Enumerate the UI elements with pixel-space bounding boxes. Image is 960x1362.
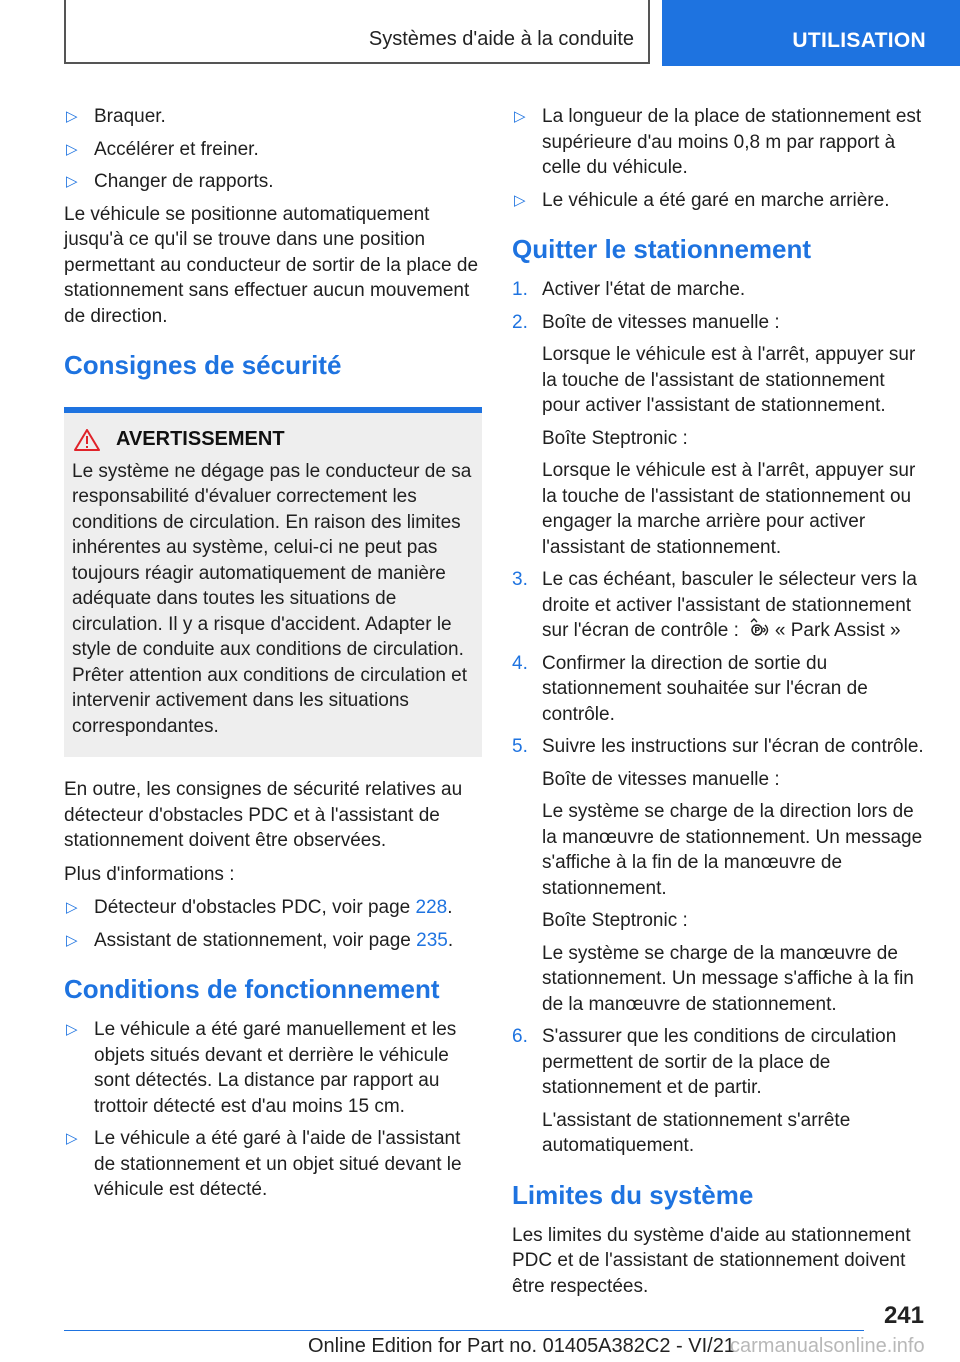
- intro-paragraph: Le véhicule se positionne automatiquement jusqu'à ce qu'il se trouve dans une position permettant au conducteur de sortir de la place de stationnement sans effectuer aucun mouvement de direction.: [64, 203, 479, 327]
- section-title-box: [64, 0, 650, 64]
- list-item: ▷ Accélérer et freiner.: [64, 137, 482, 163]
- step-item: 1. Activer l'état de marche.: [512, 279, 746, 300]
- triangle-bullet-icon: ▷: [514, 191, 526, 209]
- step-detail: Lorsque le véhicule est à l'arrêt, appuyer sur la touche de l'assistant de stationnement ou engager la marche arrière pour activer l'assistant de stationnement.: [542, 460, 916, 558]
- page-link-235[interactable]: 235: [416, 929, 448, 951]
- triangle-bullet-icon: ▷: [66, 899, 78, 916]
- triangle-bullet-icon: ▷: [66, 931, 78, 949]
- footer-divider: [64, 1330, 864, 1331]
- edition-text: Online Edition for Part no. 01405A382C2 - VI/21: [308, 1335, 735, 1357]
- triangle-bullet-icon: ▷: [66, 108, 78, 125]
- step-detail: Boîte Steptronic :: [542, 910, 688, 931]
- step-item: 2. Boîte de vitesses manuelle :: [512, 311, 780, 333]
- step-item: 3. Le cas échéant, basculer le sélecteur vers la droite et activer l'assistant de stationnement sur l'écran de contrôle : P « Park Assist »: [512, 569, 917, 641]
- leave-parking-heading: Quitter le stationnement: [512, 234, 812, 264]
- triangle-bullet-icon: ▷: [66, 1021, 78, 1038]
- warning-triangle-icon: [74, 429, 100, 451]
- list-item: ▷ Le véhicule a été garé à l'aide de l'assistant de stationnement et un objet situé devant le véhicule est détecté.: [66, 1128, 462, 1200]
- step-detail: Lorsque le véhicule est à l'arrêt, appuyer sur la touche de l'assistant de stationnement pour activer l'assistant de stationnement.: [542, 344, 916, 416]
- watermark: carmanualsonline.info: [730, 1335, 925, 1357]
- right-column: [512, 104, 926, 1307]
- list-item: ▷ Le véhicule a été garé manuellement et les objets situés devant et derrière le véhicule sont détectés. La distance par rapport au trottoir détecté est d'au moins 15 cm.: [66, 1019, 457, 1117]
- chapter-tab[interactable]: [662, 0, 960, 66]
- park-assist-icon: [749, 618, 769, 638]
- chapter-tab-label: UTILISATION: [792, 29, 926, 52]
- conditions-heading: Conditions de fonctionnement: [64, 974, 440, 1004]
- step-item: 4. Confirmer la direction de sortie du stationnement souhaitée sur l'écran de contrôle.: [512, 652, 868, 725]
- left-column: [64, 104, 482, 1210]
- triangle-bullet-icon: ▷: [66, 1130, 78, 1147]
- step-detail: Le système se charge de la direction lors de la manœuvre de stationnement. Un message s'affiche à la fin de la manœuvre de stationnement.: [542, 801, 923, 899]
- page-number: 241: [883, 1302, 924, 1329]
- limits-paragraph: Les limites du système d'aide au stationnement PDC et de l'assistant de stationnement doivent être respectées.: [512, 1224, 911, 1297]
- triangle-bullet-icon: ▷: [66, 140, 78, 158]
- step-detail: L'assistant de stationnement s'arrête automatiquement.: [542, 1109, 851, 1156]
- step-item: 5. Suivre les instructions sur l'écran de contrôle.: [512, 736, 924, 757]
- more-info-label: Plus d'informations :: [64, 863, 235, 885]
- warning-box: [64, 407, 482, 757]
- list-item: ▷ Détecteur d'obstacles PDC, voir page 228.: [64, 895, 482, 921]
- step-detail: Boîte de vitesses manuelle :: [542, 768, 780, 790]
- page-link-228[interactable]: 228: [415, 897, 448, 918]
- list-item: ▷ Assistant de stationnement, voir page 235.: [64, 928, 482, 954]
- triangle-bullet-icon: ▷: [514, 108, 526, 125]
- safety-heading: Consignes de sécurité: [64, 350, 342, 380]
- page-header: [0, 0, 960, 66]
- svg-text:P: P: [754, 626, 760, 635]
- warning-header: [72, 427, 474, 453]
- section-title: Systèmes d'aide à la conduite: [368, 28, 634, 50]
- safety-paragraph: En outre, les consignes de sécurité relatives au détecteur d'obstacles PDC et à l'assistant de stationnement doivent être observées.: [64, 779, 463, 851]
- list-item: ▷ Braquer.: [64, 104, 482, 130]
- step-item: 6. S'assurer que les conditions de circulation permettent de sortir de la place de stationnement et de partir.: [512, 1026, 897, 1098]
- step-detail: Le système se charge de la manœuvre de stationnement. Un message s'affiche à la fin de la manœuvre de stationnement.: [542, 942, 914, 1015]
- warning-text: Le système ne dégage pas le conducteur de sa responsabilité d'évaluer correctement les conditions de circulation. En raison des limites inhérentes au système, celui-ci ne peut pas toujours réagir automatiquement de manière adéquate dans toutes les situations de circulation. Il y a risque d'accident. Adapter le style de conduite aux conditions de circulation. Prêter attention aux conditions de circulation et intervenir activement dans les situations correspondantes.: [72, 460, 472, 737]
- triangle-bullet-icon: ▷: [66, 173, 78, 190]
- step-detail: Boîte Steptronic :: [542, 427, 688, 449]
- warning-title: AVERTISSEMENT: [116, 428, 285, 450]
- list-item: ▷ Changer de rapports.: [64, 169, 482, 195]
- list-item: ▷ Le véhicule a été garé en marche arrière.: [512, 188, 926, 214]
- limits-heading: Limites du système: [512, 1179, 754, 1210]
- list-item: ▷ La longueur de la place de stationnement est supérieure d'au moins 0,8 m par rapport à celle du véhicule.: [514, 106, 922, 178]
